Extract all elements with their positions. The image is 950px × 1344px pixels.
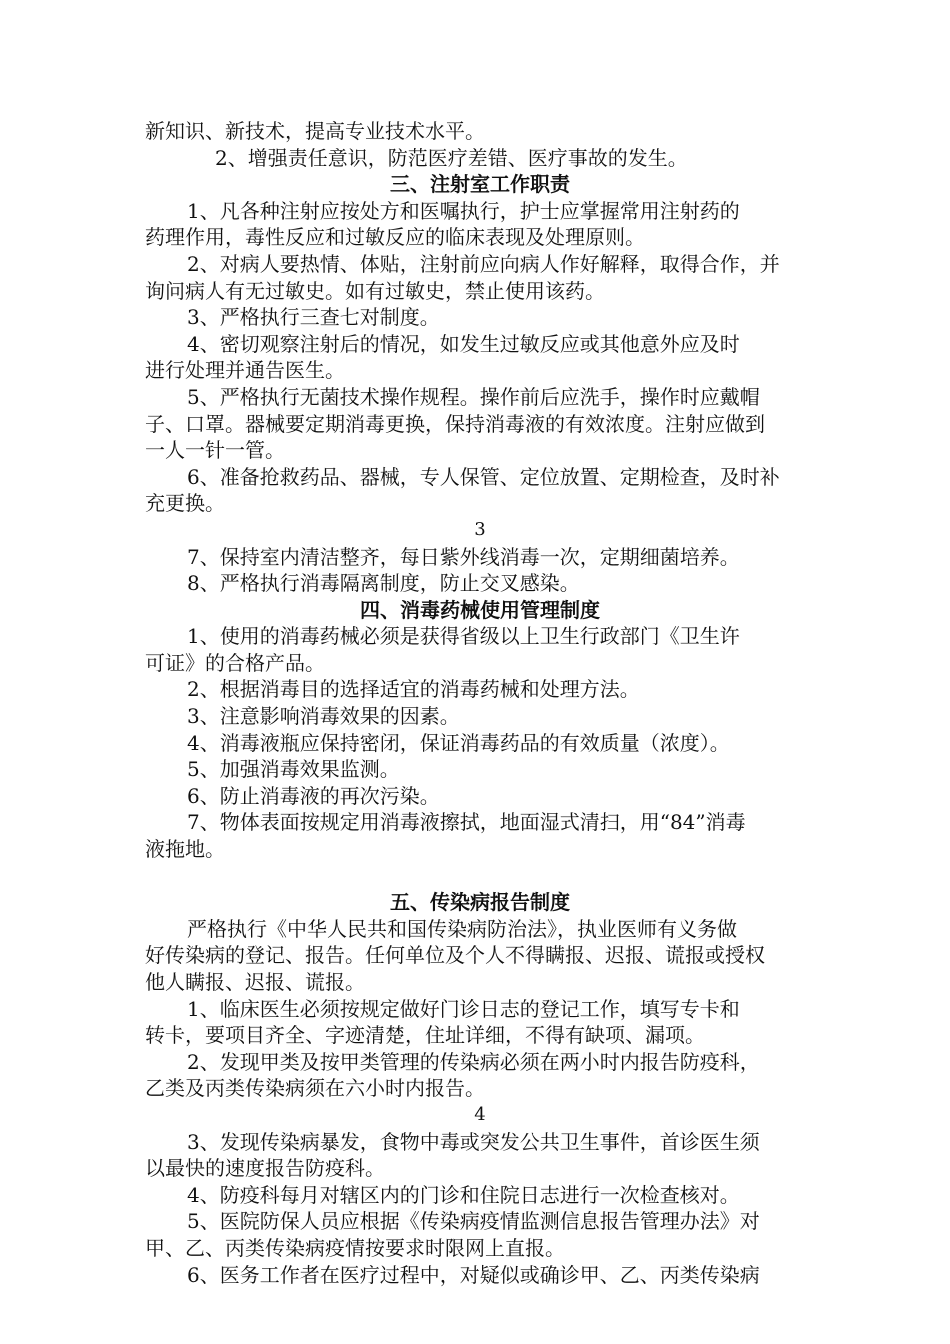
body-text-line: 液拖地。 xyxy=(145,837,225,862)
body-text-line: 药理作用，毒性反应和过敏反应的临床表现及处理原则。 xyxy=(145,225,645,250)
section-heading: 四、消毒药械使用管理制度 xyxy=(360,597,600,622)
body-text-line: 5、加强消毒效果监测。 xyxy=(187,757,400,782)
page-number: 3 xyxy=(474,518,486,540)
body-text-line: 6、准备抢救药品、器械，专人保管、定位放置、定期检查，及时补 xyxy=(187,464,780,489)
body-text-line: 6、医务工作者在医疗过程中，对疑似或确诊甲、乙、丙类传染病 xyxy=(187,1262,760,1287)
body-text-line: 3、注意影响消毒效果的因素。 xyxy=(187,704,460,729)
body-text-line: 转卡，要项目齐全、字迹清楚，住址详细，不得有缺项、漏项。 xyxy=(145,1023,705,1048)
body-text-line: 乙类及丙类传染病须在六小时内报告。 xyxy=(145,1076,485,1101)
body-text-line: 他人瞒报、迟报、谎报。 xyxy=(145,970,365,994)
body-text-line: 2、增强责任意识，防范医疗差错、医疗事故的发生。 xyxy=(215,145,688,170)
body-text-line: 7、物体表面按规定用消毒液擦拭，地面湿式清扫，用“84”消毒 xyxy=(187,810,746,835)
body-text-line: 好传染病的登记、报告。任何单位及个人不得瞒报、迟报、谎报或授权 xyxy=(145,943,765,968)
body-text-line: 6、防止消毒液的再次污染。 xyxy=(187,783,440,808)
body-text-line: 5、严格执行无菌技术操作规程。操作前后应洗手，操作时应戴帽 xyxy=(187,384,760,409)
body-text-line: 1、临床医生必须按规定做好门诊日志的登记工作，填写专卡和 xyxy=(187,996,740,1021)
body-text-line: 2、发现甲类及按甲类管理的传染病必须在两小时内报告防疫科， xyxy=(187,1049,760,1074)
body-text-line: 严格执行《中华人民共和国传染病防治法》，执业医师有义务做 xyxy=(187,916,737,941)
body-text-line: 8、严格执行消毒隔离制度，防止交叉感染。 xyxy=(187,571,580,596)
body-text-line: 以最快的速度报告防疫科。 xyxy=(145,1156,385,1181)
body-text-line: 7、保持室内清洁整齐，每日紫外线消毒一次，定期细菌培养。 xyxy=(187,544,740,569)
body-text-line: 询问病人有无过敏史。如有过敏史，禁止使用该药。 xyxy=(145,278,605,303)
body-text-line: 2、根据消毒目的选择适宜的消毒药械和处理方法。 xyxy=(187,677,640,702)
document-page xyxy=(145,118,815,1288)
body-text-line: 可证》的合格产品。 xyxy=(145,650,325,675)
body-text-line: 3、严格执行三查七对制度。 xyxy=(187,305,440,330)
page-number: 4 xyxy=(474,1103,486,1125)
section-heading: 三、注射室工作职责 xyxy=(390,172,570,197)
body-text-line: 进行处理并通告医生。 xyxy=(145,358,345,383)
body-text-line: 4、密切观察注射后的情况，如发生过敏反应或其他意外应及时 xyxy=(187,331,740,356)
body-text-line: 2、对病人要热情、体贴，注射前应向病人作好解释，取得合作，并 xyxy=(187,251,780,276)
body-text-line: 甲、乙、丙类传染病疫情按要求时限网上直报。 xyxy=(145,1235,565,1260)
blank-line xyxy=(145,863,815,890)
body-text-line: 子、口罩。器械要定期消毒更换，保持消毒液的有效浓度。注射应做到 xyxy=(145,411,765,436)
body-text-line: 5、医院防保人员应根据《传染病疫情监测信息报告管理办法》对 xyxy=(187,1209,760,1234)
body-text-line: 充更换。 xyxy=(145,491,225,516)
section-heading: 五、传染病报告制度 xyxy=(390,890,570,915)
body-text-line: 一人一针一管。 xyxy=(145,438,285,463)
body-text-line: 1、凡各种注射应按处方和医嘱执行，护士应掌握常用注射药的 xyxy=(187,198,740,223)
body-text-line: 3、发现传染病暴发，食物中毒或突发公共卫生事件，首诊医生须 xyxy=(187,1129,760,1154)
body-text-line: 新知识、新技术，提高专业技术水平。 xyxy=(145,119,485,143)
body-text-line: 1、使用的消毒药械必须是获得省级以上卫生行政部门《卫生许 xyxy=(187,624,740,649)
body-text-line: 4、防疫科每月对辖区内的门诊和住院日志进行一次检查核对。 xyxy=(187,1182,740,1207)
body-text-line: 4、消毒液瓶应保持密闭，保证消毒药品的有效质量（浓度）。 xyxy=(187,730,730,755)
